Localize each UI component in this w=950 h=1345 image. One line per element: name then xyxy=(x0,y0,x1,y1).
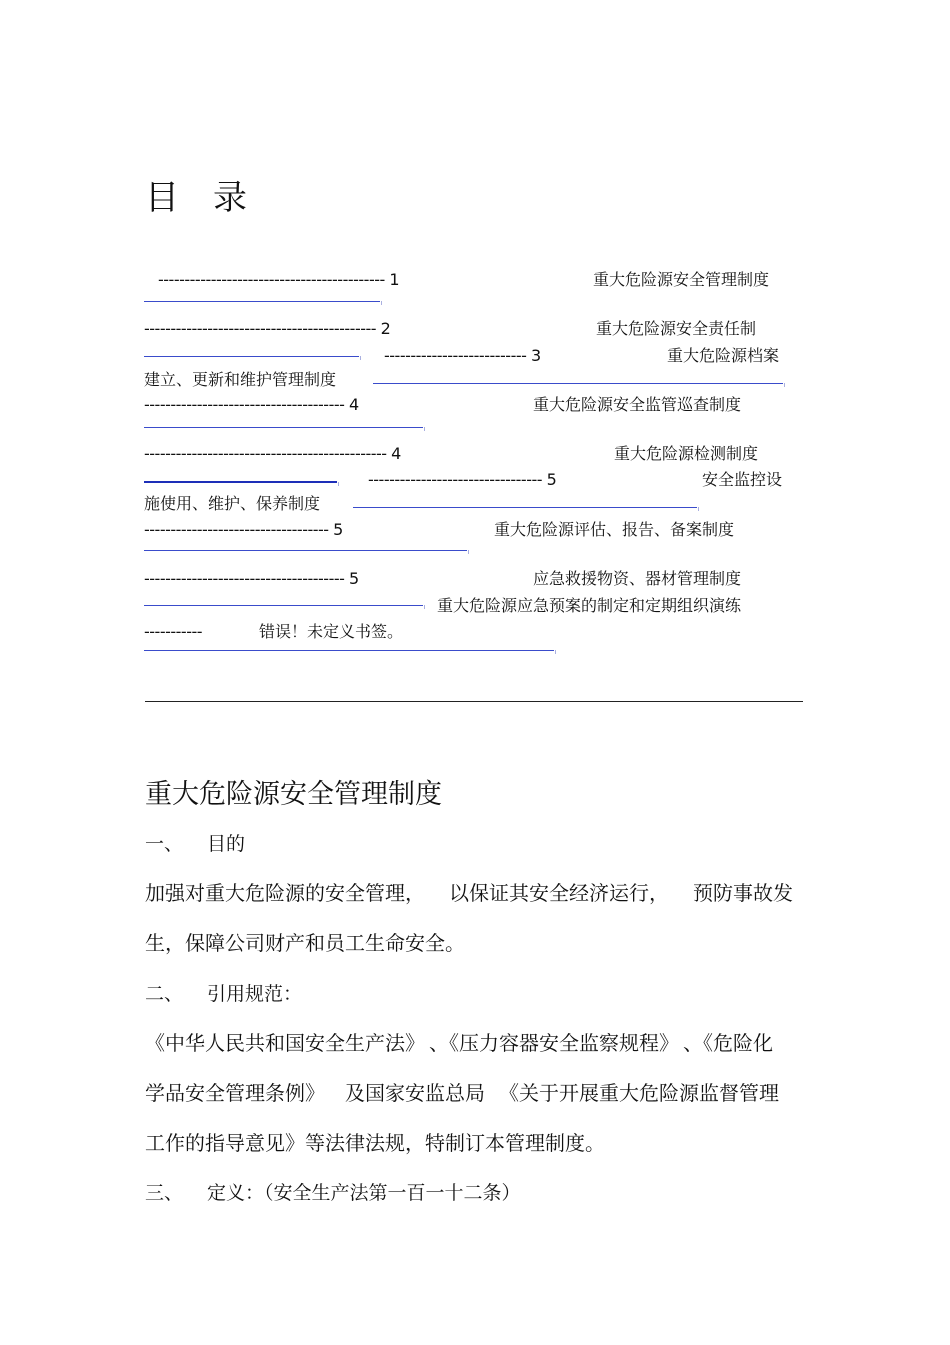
toc-link-underline xyxy=(144,650,554,651)
text-run: 及国家安监总局 xyxy=(345,1081,485,1105)
paragraph-2-line-3: 工作的指导意见》等法律法规，特制订本管理制度。 xyxy=(145,1131,605,1155)
toc-link-underline xyxy=(144,301,380,302)
page-number: 5 xyxy=(333,520,343,539)
toc-entry-9-title[interactable]: 重大危险源应急预案的制定和定期组织演练 xyxy=(437,596,742,615)
page-number: 3 xyxy=(530,346,541,365)
toc-entry-6-title[interactable]: 安全监控设 xyxy=(702,470,783,489)
toc-entry-3-title-cont[interactable]: 建立、更新和维护管理制度 xyxy=(144,370,337,389)
toc-title-char-2: 录 xyxy=(213,178,247,218)
dash-leader: -------------------------------------- xyxy=(144,395,345,414)
dash-leader: ------------------------------------------- xyxy=(158,270,385,289)
toc-entry-7-title[interactable]: 重大危险源评估、报告、备案制度 xyxy=(494,520,735,539)
text-run: 《关于开展重大危险源监督管理 xyxy=(499,1081,779,1105)
toc-entry-3-title[interactable]: 重大危险源档案 xyxy=(667,346,780,365)
section-title: 引用规范： xyxy=(207,983,303,1005)
toc-entry-1-title[interactable]: 重大危险源安全管理制度 xyxy=(593,270,770,289)
toc-entry-9-leader[interactable]: ----------- xyxy=(144,622,203,641)
text-run: 以保证其安全经济运行， xyxy=(449,881,669,905)
toc-link-underline xyxy=(144,356,359,357)
section-number: 三、 xyxy=(145,1182,184,1204)
page-number: 5 xyxy=(348,569,359,588)
toc-entry-6-leader[interactable] xyxy=(368,470,556,490)
section-2-heading xyxy=(145,979,302,1006)
toc-link-underline xyxy=(353,507,697,508)
page-number: 4 xyxy=(391,444,401,463)
page-number: 4 xyxy=(348,395,359,414)
toc-entry-4-title[interactable]: 重大危险源安全监管巡查制度 xyxy=(533,395,742,414)
text-run: 学品安全管理条例》 xyxy=(145,1081,325,1105)
text-run: 、《危险化 xyxy=(683,1031,773,1055)
section-title: 目的 xyxy=(207,833,246,855)
toc-entry-5-leader[interactable] xyxy=(144,444,401,464)
toc-entry-1-leader[interactable] xyxy=(158,270,399,290)
text-run: 预防事故发 xyxy=(693,881,793,905)
dash-leader: -------------------------------------- xyxy=(144,569,345,588)
toc-entry-8-title[interactable]: 应急救援物资、器材管理制度 xyxy=(533,569,742,588)
toc-entry-9-error: 错误！未定义书签。 xyxy=(259,622,404,641)
section-1-heading xyxy=(145,829,245,856)
dash-leader: --------------------------------- xyxy=(368,470,543,489)
dash-leader: --------------------------- xyxy=(384,346,527,365)
dash-leader: ---------------------------------------------- xyxy=(144,444,387,463)
section-number: 二、 xyxy=(145,983,184,1005)
text-run: 加强对重大危险源的安全管理， xyxy=(145,881,425,905)
toc-link-underline xyxy=(144,481,337,483)
paragraph-2-line-1 xyxy=(145,1027,773,1056)
text-run: 、《压力容器安全监察规程》 xyxy=(429,1031,669,1055)
page-number: 2 xyxy=(380,319,391,338)
dash-leader: ----------------------------------- xyxy=(144,520,329,539)
paragraph-1-line-1 xyxy=(145,877,793,906)
page-number: 5 xyxy=(546,470,557,489)
paragraph-1-line-2: 生，保障公司财产和员工生命安全。 xyxy=(145,931,465,955)
section-number: 一、 xyxy=(145,833,184,855)
toc-entry-2-title[interactable]: 重大危险源安全责任制 xyxy=(596,319,757,338)
toc-entry-4-leader[interactable] xyxy=(144,395,359,415)
section-3-heading xyxy=(145,1178,521,1205)
dash-leader: -------------------------------------------- xyxy=(144,319,377,338)
toc-entry-2-leader[interactable] xyxy=(144,319,390,339)
toc-entry-3-leader[interactable] xyxy=(384,346,541,366)
page-heading: 重大危险源安全管理制度 xyxy=(145,779,442,810)
toc-link-underline xyxy=(144,550,467,551)
paragraph-2-line-2 xyxy=(145,1077,779,1106)
toc-entry-7-leader[interactable] xyxy=(144,520,343,540)
toc-link-underline xyxy=(144,605,423,606)
toc-entry-8-leader[interactable] xyxy=(144,569,359,589)
toc-title xyxy=(145,170,247,219)
section-title: 定义：（安全生产法第一百一十二条） xyxy=(207,1182,521,1204)
toc-entry-5-title[interactable]: 重大危险源检测制度 xyxy=(614,444,759,463)
page-number: 1 xyxy=(389,270,400,289)
section-divider xyxy=(145,701,803,702)
toc-link-underline xyxy=(373,383,783,384)
text-run: 《中华人民共和国安全生产法》 xyxy=(145,1031,415,1055)
toc-entry-6-title-cont[interactable]: 施使用、维护、保养制度 xyxy=(144,494,321,513)
toc-title-char-1: 目 xyxy=(145,178,179,218)
toc-link-underline xyxy=(144,427,423,428)
